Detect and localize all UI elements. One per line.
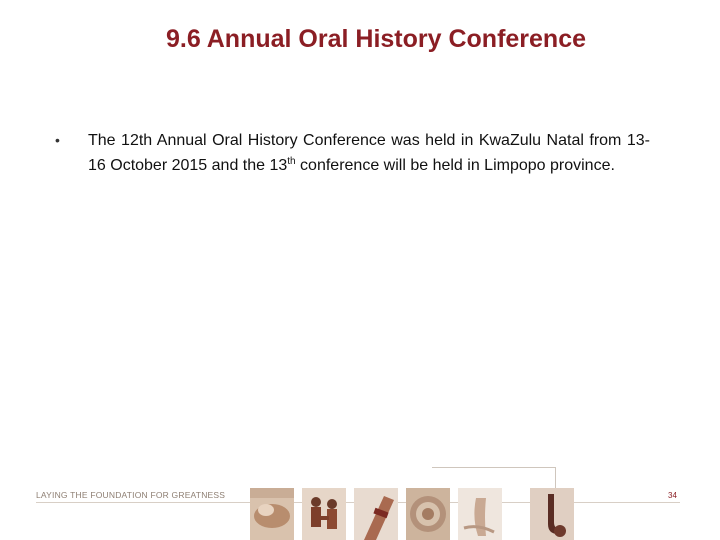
saxophone-photo — [530, 488, 574, 540]
bullet-marker: • — [55, 132, 60, 148]
footer-frame-line-vertical — [555, 467, 556, 489]
arm-bracelet-photo — [354, 488, 398, 540]
footer-tagline: LAYING THE FOUNDATION FOR GREATNESS — [36, 490, 226, 500]
hands-photo — [250, 488, 294, 540]
beadwork-photo — [406, 488, 450, 540]
bullet-text — [88, 128, 650, 178]
page-number: 34 — [668, 491, 677, 500]
bullet-text-part1: The 12th Annual Oral History Conference was held in KwaZulu Natal from 13-16 October 2015 and the 13 — [88, 132, 650, 174]
ballet-shoes-photo — [458, 488, 502, 540]
footer-frame-line — [432, 467, 556, 468]
slide-title: 9.6 Annual Oral History Conference — [165, 25, 587, 53]
bullet-text-part2: conference will be held in Limpopo province. — [295, 157, 615, 174]
family-photo — [302, 488, 346, 540]
ordinal-superscript: th — [287, 156, 296, 167]
